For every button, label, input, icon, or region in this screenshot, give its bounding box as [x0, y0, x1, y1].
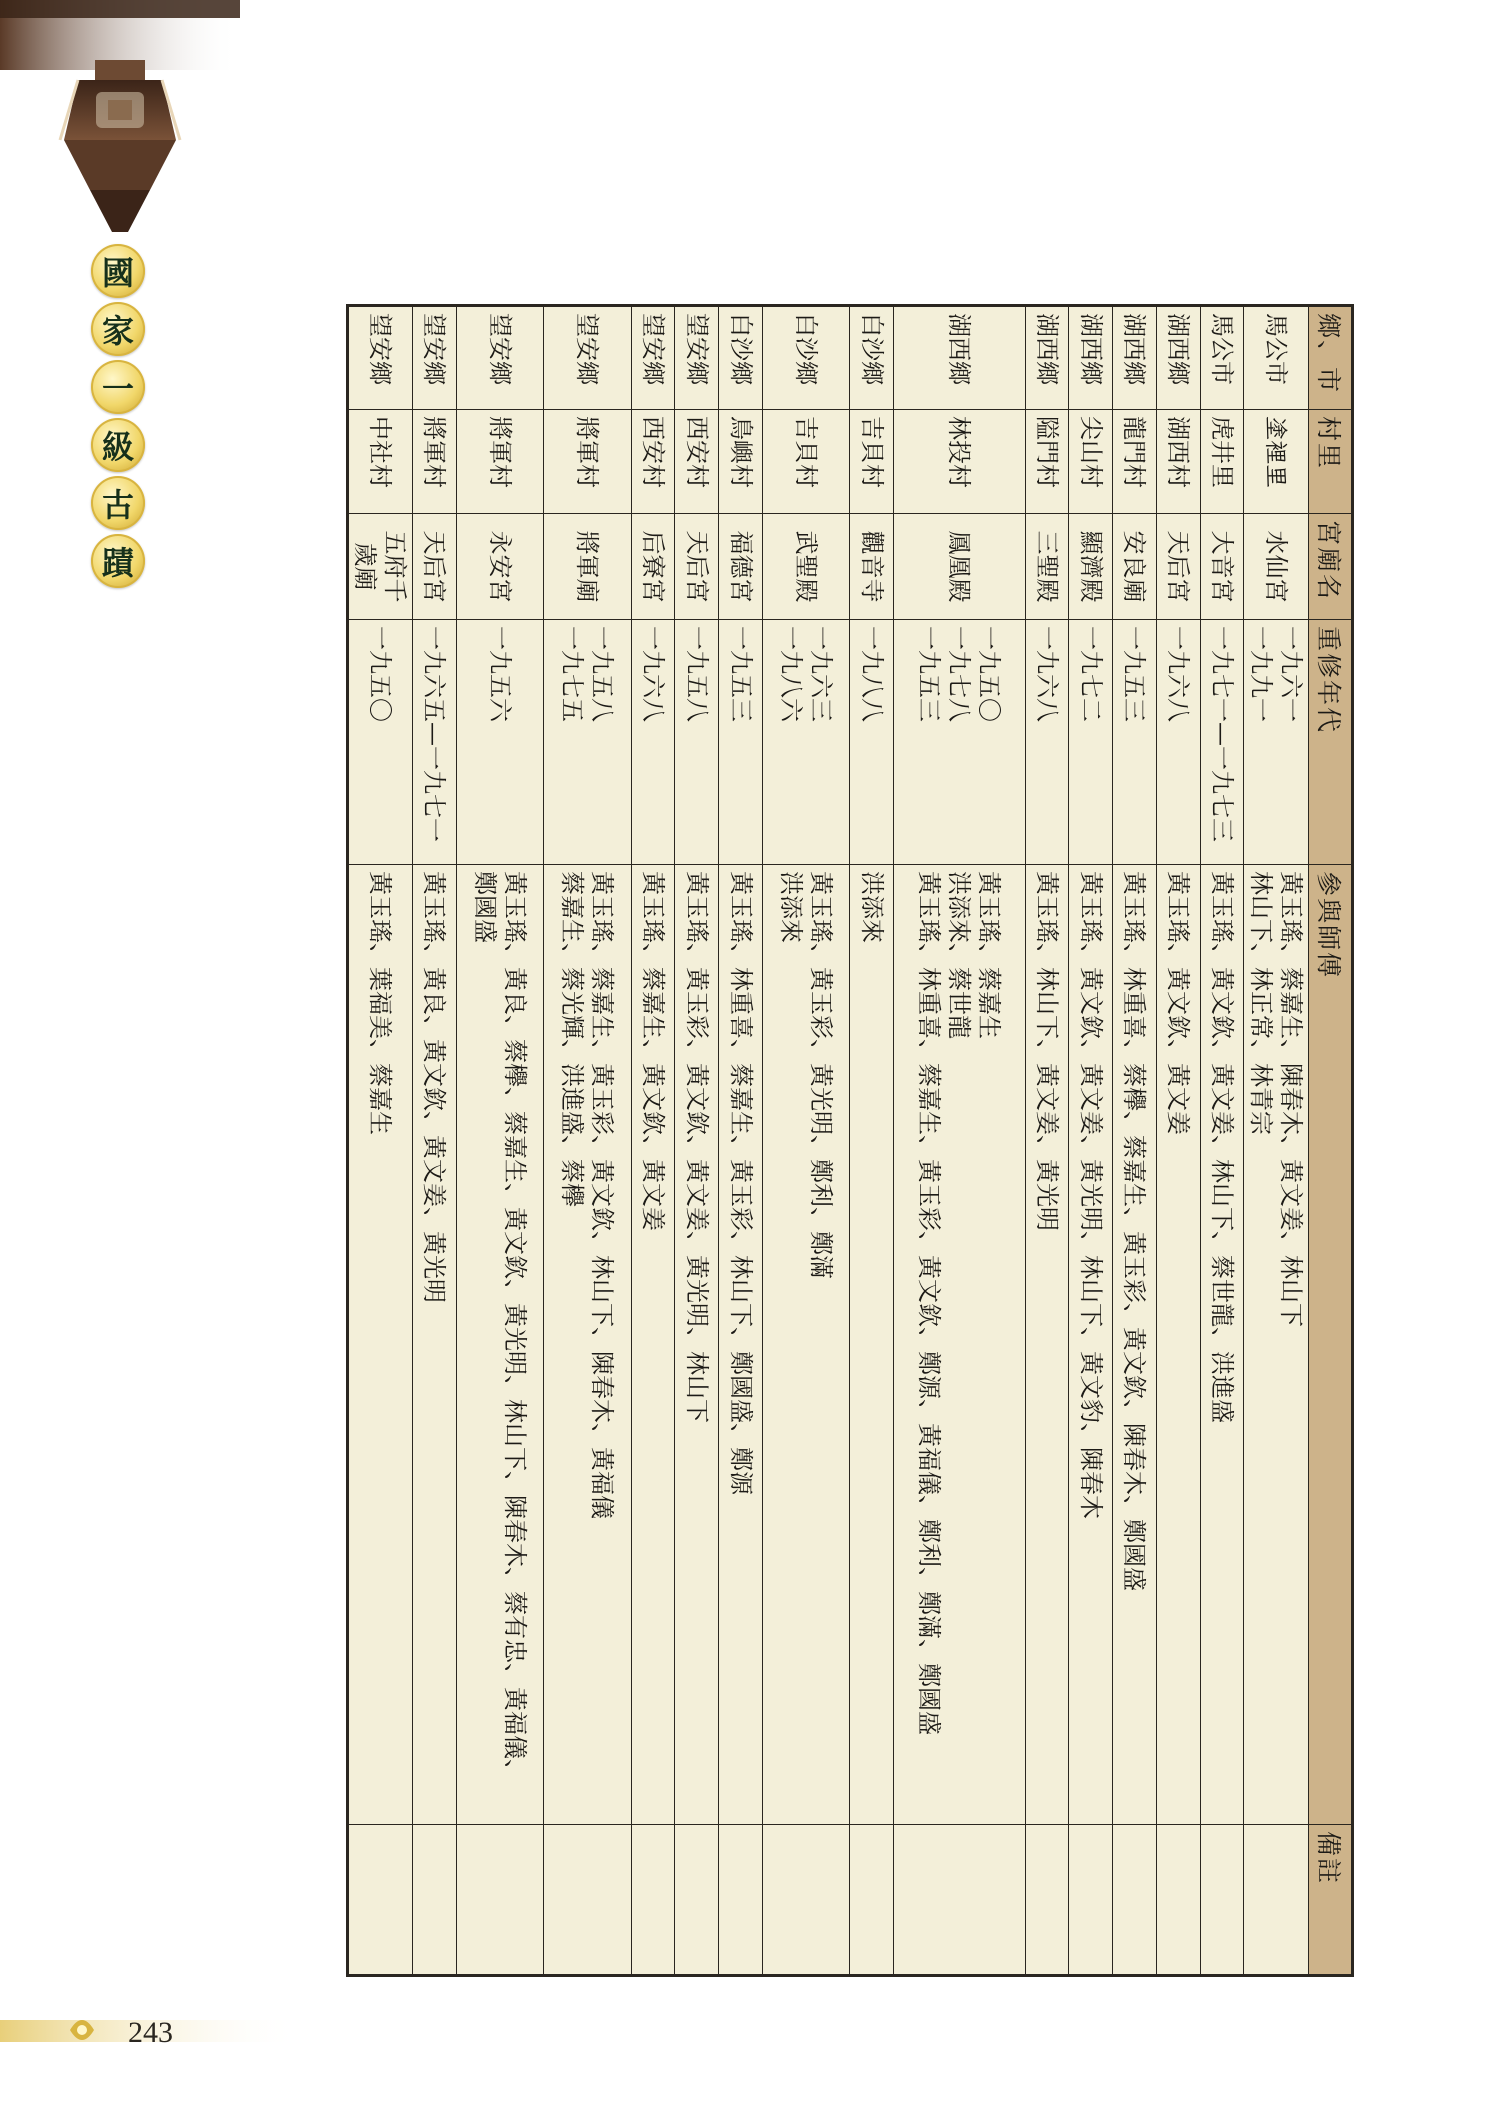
table-row — [456, 306, 544, 1976]
years-cell — [456, 620, 544, 865]
header-masters: 參與師傅 — [1309, 865, 1353, 1825]
township-cell: 白沙鄉 — [850, 306, 894, 410]
title-badge-1: 國 — [91, 244, 145, 298]
table-row — [894, 306, 1025, 1976]
table-row — [719, 306, 763, 1976]
year-value: 一九五六 — [485, 626, 514, 722]
masters-line: 黃玉瑤、蔡嘉生、黃文欽、黃文姜 — [639, 871, 668, 1231]
temple-cell: 三聖殿 — [1025, 514, 1069, 620]
masters-line: 黃玉瑤、黃玉彩、黃文欽、黃文姜、黃光明、林山下 — [682, 871, 711, 1423]
masters-cell — [1156, 865, 1200, 1825]
masters-cell — [1025, 865, 1069, 1825]
village-cell: 龍門村 — [1113, 410, 1157, 514]
township-cell: 望安鄉 — [456, 306, 544, 410]
village-cell: 中社村 — [348, 410, 413, 514]
temple-cell: 天后宮 — [675, 514, 719, 620]
masters-cell — [675, 865, 719, 1825]
masters-cell — [1200, 865, 1244, 1825]
temple-cell: 安良廟 — [1113, 514, 1157, 620]
masters-line: 黃玉瑤、黃良、黃文欽、黃文姜、黃光明 — [420, 871, 449, 1303]
masters-line: 黃玉瑤、黃文欽、黃文姜 — [1164, 871, 1193, 1135]
years-cell — [1156, 620, 1200, 865]
note-cell — [850, 1825, 894, 1976]
year-value: 一九七二 — [1076, 626, 1105, 722]
note-cell — [719, 1825, 763, 1976]
township-cell: 湖西鄉 — [1069, 306, 1113, 410]
table-row — [1200, 306, 1244, 1976]
masters-line: 鄭國盛 — [470, 871, 499, 943]
note-cell — [544, 1825, 632, 1976]
year-value: 一九六八 — [1164, 626, 1193, 722]
table-row — [850, 306, 894, 1976]
township-cell: 湖西鄉 — [1025, 306, 1069, 410]
township-cell: 馬公市 — [1200, 306, 1244, 410]
years-cell — [412, 620, 456, 865]
masters-line: 洪添來 — [857, 871, 886, 943]
masters-line: 黃玉瑤、林山下、黃文姜、黃光明 — [1032, 871, 1061, 1231]
note-cell — [348, 1825, 413, 1976]
temple-cell: 后寮宮 — [631, 514, 675, 620]
township-cell: 望安鄉 — [675, 306, 719, 410]
village-cell: 西安村 — [675, 410, 719, 514]
township-cell: 望安鄉 — [631, 306, 675, 410]
masters-cell — [1244, 865, 1309, 1825]
title-badge-5: 古 — [91, 476, 145, 530]
table-row — [1113, 306, 1157, 1976]
township-cell: 湖西鄉 — [894, 306, 1025, 410]
table-row — [348, 306, 413, 1976]
title-badge-4: 級 — [91, 418, 145, 472]
year-value: 一九九一 — [1247, 626, 1276, 722]
note-cell — [1200, 1825, 1244, 1976]
year-value: 一九五八 — [682, 626, 711, 722]
village-cell: 鳥嶼村 — [719, 410, 763, 514]
temple-cell: 武聖殿 — [762, 514, 850, 620]
header-township: 鄉、市 — [1309, 306, 1353, 410]
masters-cell — [1113, 865, 1157, 1825]
temple-cell: 天后宮 — [1156, 514, 1200, 620]
year-value: 一九五三 — [915, 626, 944, 722]
years-cell — [1200, 620, 1244, 865]
years-cell — [894, 620, 1025, 865]
township-cell: 馬公市 — [1244, 306, 1309, 410]
note-cell — [412, 1825, 456, 1976]
temple-cell: 天后宮 — [412, 514, 456, 620]
note-cell — [631, 1825, 675, 1976]
year-value: 一九七一—一九七三 — [1208, 626, 1237, 842]
table-header-row — [1309, 306, 1353, 1976]
masters-line: 洪添來、蔡世龍 — [945, 871, 974, 1039]
masters-line: 黃玉瑤、黃文欽、黃文姜、林山下、蔡世龍、洪進盛 — [1208, 871, 1237, 1423]
note-cell — [456, 1825, 544, 1976]
year-value: 一九五〇 — [975, 626, 1004, 722]
masters-cell — [631, 865, 675, 1825]
year-value: 一九五三 — [1120, 626, 1149, 722]
masters-cell — [894, 865, 1025, 1825]
masters-line: 林山下、林正常、林青宗 — [1247, 871, 1276, 1135]
village-cell: 林投村 — [894, 410, 1025, 514]
village-cell: 湖西村 — [1156, 410, 1200, 514]
masters-line: 黃玉瑤、林重喜、蔡欅、蔡嘉生、黃玉彩、黃文欽、陳春木、鄭國盛 — [1120, 871, 1149, 1591]
masters-cell — [1069, 865, 1113, 1825]
header-years: 重修年代 — [1309, 620, 1353, 865]
masters-cell — [850, 865, 894, 1825]
year-value: 一九五〇 — [366, 626, 395, 722]
year-value: 一九八六 — [777, 626, 806, 722]
section-title-badges — [88, 244, 148, 588]
village-cell: 𡍼裡里 — [1244, 410, 1309, 514]
masters-line: 黃玉瑤、黃玉彩、黃光明、鄭利、鄭滿 — [807, 871, 836, 1279]
table-row — [412, 306, 456, 1976]
village-cell: 西安村 — [631, 410, 675, 514]
temple-renovation-table — [346, 304, 1354, 1977]
masters-line: 黃玉瑤、黃良、蔡欅、蔡嘉生、黃文欽、黃光明、林山下、陳春木、蔡有忠、黃福儀、 — [500, 871, 529, 1783]
village-cell: 將軍村 — [412, 410, 456, 514]
masters-cell — [456, 865, 544, 1825]
years-cell — [850, 620, 894, 865]
masters-line: 黃玉瑤、蔡嘉生、陳春木、黃文姜、林山下 — [1277, 871, 1306, 1327]
township-cell: 湖西鄉 — [1156, 306, 1200, 410]
years-cell — [719, 620, 763, 865]
temple-cell: 水仙宮 — [1244, 514, 1309, 620]
note-cell — [1113, 1825, 1157, 1976]
years-cell — [1069, 620, 1113, 865]
years-cell — [1113, 620, 1157, 865]
title-badge-3: 一 — [91, 360, 145, 414]
village-cell: 隘門村 — [1025, 410, 1069, 514]
temple-cell: 永安宮 — [456, 514, 544, 620]
masters-cell — [348, 865, 413, 1825]
page-number: 243 — [128, 2016, 173, 2049]
year-value: 一九五三 — [726, 626, 755, 722]
title-badge-6: 蹟 — [91, 534, 145, 588]
note-cell — [762, 1825, 850, 1976]
note-cell — [894, 1825, 1025, 1976]
temple-cell: 觀音寺 — [850, 514, 894, 620]
table-row — [1069, 306, 1113, 1976]
masters-cell — [412, 865, 456, 1825]
masters-line: 黃玉瑤、蔡嘉生 — [975, 871, 1004, 1039]
temple-cell: 顯濟殿 — [1069, 514, 1113, 620]
table-row — [675, 306, 719, 1976]
township-cell: 白沙鄉 — [719, 306, 763, 410]
township-cell: 白沙鄉 — [762, 306, 850, 410]
table-row — [544, 306, 632, 1976]
years-cell — [1244, 620, 1309, 865]
temple-renovation-table-wrapper — [346, 304, 1354, 1974]
years-cell — [762, 620, 850, 865]
year-value: 一九七五 — [558, 626, 587, 722]
township-cell: 湖西鄉 — [1113, 306, 1157, 410]
years-cell — [1025, 620, 1069, 865]
village-cell: 將軍村 — [456, 410, 544, 514]
year-value: 一九六八 — [639, 626, 668, 722]
year-value: 一九七八 — [945, 626, 974, 722]
table-row — [762, 306, 850, 1976]
table-body — [348, 306, 1309, 1976]
village-cell: 虎井里 — [1200, 410, 1244, 514]
village-cell: 將軍村 — [544, 410, 632, 514]
temple-cell: 五府千歲廟 — [348, 514, 413, 620]
table-row — [1244, 306, 1309, 1976]
note-cell — [1025, 1825, 1069, 1976]
year-value: 一九六五—一九七一 — [420, 626, 449, 842]
masters-cell — [719, 865, 763, 1825]
temple-cell: 將軍廟 — [544, 514, 632, 620]
year-value: 一九六三 — [807, 626, 836, 722]
temple-cell: 大音宮 — [1200, 514, 1244, 620]
header-village: 村里 — [1309, 410, 1353, 514]
masters-cell — [544, 865, 632, 1825]
township-cell: 望安鄉 — [348, 306, 413, 410]
masters-line: 黃玉瑤、林重喜、蔡嘉生、黃玉彩、林山下、鄭國盛、鄭源 — [726, 871, 755, 1495]
masters-cell — [762, 865, 850, 1825]
note-cell — [675, 1825, 719, 1976]
year-value: 一九五八 — [588, 626, 617, 722]
village-cell: 吉貝村 — [762, 410, 850, 514]
years-cell — [348, 620, 413, 865]
table-row — [631, 306, 675, 1976]
year-value: 一九六一 — [1277, 626, 1306, 722]
masters-line: 洪添來 — [777, 871, 806, 943]
note-cell — [1069, 1825, 1113, 1976]
years-cell — [544, 620, 632, 865]
note-cell — [1244, 1825, 1309, 1976]
header-temple: 宮廟名 — [1309, 514, 1353, 620]
header-note: 備註 — [1309, 1825, 1353, 1976]
masters-line: 黃玉瑤、林重喜、蔡嘉生、黃玉彩、黃文欽、鄭源、黃福儀、鄭利、鄭滿、鄭國盛 — [915, 871, 944, 1735]
years-cell — [675, 620, 719, 865]
village-cell: 吉貝村 — [850, 410, 894, 514]
year-value: 一九六八 — [1032, 626, 1061, 722]
township-cell: 望安鄉 — [412, 306, 456, 410]
title-badge-2: 家 — [91, 302, 145, 356]
temple-cell: 福德宮 — [719, 514, 763, 620]
masters-line: 黃玉瑤、蔡嘉生、黃玉彩、黃文欽、林山下、陳春木、黃福儀 — [588, 871, 617, 1519]
masters-line: 黃玉瑤、黃文欽、黃文姜、黃光明、林山下、黃文豹、陳春木 — [1076, 871, 1105, 1519]
village-cell: 尖山村 — [1069, 410, 1113, 514]
masters-line: 黃玉瑤、葉福美、蔡嘉生 — [366, 871, 395, 1135]
note-cell — [1156, 1825, 1200, 1976]
temple-cell: 鳳凰殿 — [894, 514, 1025, 620]
masters-line: 蔡嘉生、蔡光輝、洪進盛、蔡欅 — [558, 871, 587, 1207]
table-row — [1025, 306, 1069, 1976]
years-cell — [631, 620, 675, 865]
township-cell: 望安鄉 — [544, 306, 632, 410]
temple-lantern-illustration — [0, 0, 240, 240]
year-value: 一九八八 — [857, 626, 886, 722]
table-row — [1156, 306, 1200, 1976]
